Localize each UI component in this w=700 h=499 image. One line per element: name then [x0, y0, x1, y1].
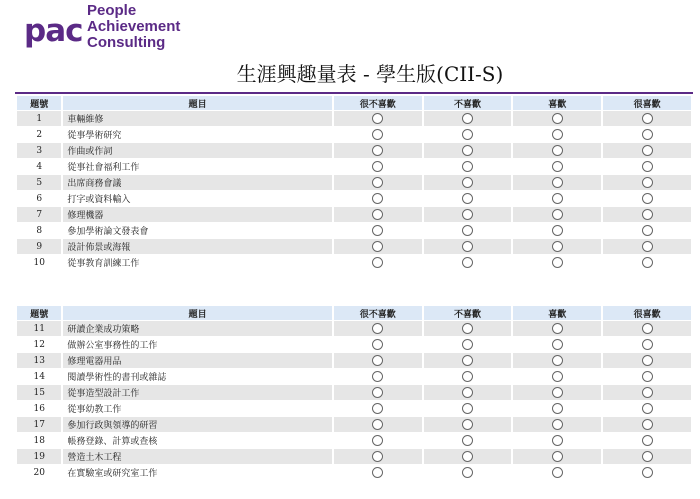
option-cell: [603, 175, 691, 190]
radio-strongly-like[interactable]: [642, 435, 653, 446]
option-cell: [334, 465, 422, 480]
questionnaire-table-2: [15, 305, 693, 481]
question-text: 從事學術研究: [67, 131, 122, 141]
option-cell: [513, 255, 601, 270]
radio-strongly-dislike[interactable]: [372, 161, 383, 172]
radio-strongly-dislike[interactable]: [372, 241, 383, 252]
radio-dislike[interactable]: [462, 467, 473, 478]
option-cell: [513, 337, 601, 352]
option-cell: [424, 337, 512, 352]
radio-like[interactable]: [552, 355, 563, 366]
radio-strongly-like[interactable]: [642, 451, 653, 462]
radio-dislike[interactable]: [462, 387, 473, 398]
question-number: 18: [33, 435, 45, 446]
option-cell: [424, 111, 512, 126]
pac-logo-mark: pac: [24, 13, 83, 49]
question-number: 4: [36, 161, 43, 172]
question-number: 8: [36, 225, 43, 236]
radio-like[interactable]: [552, 177, 563, 188]
radio-like[interactable]: [552, 209, 563, 220]
radio-strongly-dislike[interactable]: [372, 403, 383, 414]
option-cell: [603, 111, 691, 126]
option-cell: [424, 127, 512, 142]
table-row: [17, 191, 691, 206]
table-row: [17, 337, 691, 352]
header-option-like: 喜歡: [513, 96, 601, 110]
option-cell: [513, 321, 601, 336]
radio-strongly-dislike[interactable]: [372, 435, 383, 446]
option-cell: [603, 385, 691, 400]
radio-dislike[interactable]: [462, 257, 473, 268]
option-cell: [513, 207, 601, 222]
option-cell: [424, 321, 512, 336]
logo-line-2: Achievement: [87, 18, 181, 35]
radio-strongly-like[interactable]: [642, 323, 653, 334]
header-option-dislike: 不喜歡: [424, 96, 512, 110]
option-cell: [424, 433, 512, 448]
question-number: 6: [36, 193, 43, 204]
question-number: 12: [33, 339, 45, 350]
header-option-strongly-like: 很喜歡: [603, 306, 691, 320]
header-option-dislike: 不喜歡: [424, 306, 512, 320]
option-cell: [334, 449, 422, 464]
radio-like[interactable]: [552, 435, 563, 446]
option-cell: [334, 239, 422, 254]
radio-strongly-like[interactable]: [642, 145, 653, 156]
option-cell: [603, 255, 691, 270]
radio-like[interactable]: [552, 467, 563, 478]
radio-dislike[interactable]: [462, 177, 473, 188]
option-cell: [603, 449, 691, 464]
option-cell: [424, 465, 512, 480]
question-number: 11: [17, 321, 61, 336]
option-cell: [513, 417, 601, 432]
header-item: 題目: [63, 306, 331, 320]
radio-strongly-dislike[interactable]: [372, 209, 383, 220]
option-cell: [513, 239, 601, 254]
option-cell: [603, 159, 691, 174]
table-row: [17, 175, 691, 190]
question-text: 做辦公室事務性的工作: [67, 341, 158, 351]
radio-strongly-dislike[interactable]: [372, 387, 383, 398]
question-text: 作曲或作詞: [63, 143, 331, 158]
table-row: [17, 465, 691, 480]
option-cell: [334, 143, 422, 158]
radio-strongly-dislike[interactable]: [372, 113, 383, 124]
radio-dislike[interactable]: [462, 209, 473, 220]
radio-like[interactable]: [552, 129, 563, 140]
radio-strongly-like[interactable]: [642, 161, 653, 172]
option-cell: [603, 127, 691, 142]
option-cell: [603, 337, 691, 352]
question-text: 出席商務會議: [63, 175, 331, 190]
question-number: 13: [17, 353, 61, 368]
question-text: 從事幼教工作: [67, 405, 122, 415]
radio-strongly-like[interactable]: [642, 129, 653, 140]
radio-like[interactable]: [552, 257, 563, 268]
radio-like[interactable]: [552, 419, 563, 430]
option-cell: [513, 159, 601, 174]
radio-strongly-like[interactable]: [642, 113, 653, 124]
radio-dislike[interactable]: [462, 241, 473, 252]
question-text: 打字或資料輸入: [67, 195, 131, 205]
table-row: [17, 369, 691, 384]
option-cell: [424, 143, 512, 158]
question-number: 3: [17, 143, 61, 158]
option-cell: [513, 127, 601, 142]
option-cell: [334, 191, 422, 206]
option-cell: [334, 385, 422, 400]
question-number: 20: [33, 467, 45, 478]
option-cell: [334, 175, 422, 190]
radio-strongly-dislike[interactable]: [372, 257, 383, 268]
table-header: [17, 96, 691, 110]
question-text: 設計佈景或海報: [63, 239, 331, 254]
option-cell: [603, 207, 691, 222]
option-cell: [424, 223, 512, 238]
option-cell: [424, 417, 512, 432]
question-text: 車輛維修: [63, 111, 331, 126]
option-cell: [424, 353, 512, 368]
question-text: 研讀企業成功策略: [63, 321, 331, 336]
question-text: 在實驗室或研究室工作: [67, 469, 158, 479]
option-cell: [334, 111, 422, 126]
option-cell: [424, 207, 512, 222]
question-number: 15: [17, 385, 61, 400]
header-option-strongly-dislike: 很不喜歡: [334, 96, 422, 110]
option-cell: [603, 321, 691, 336]
radio-strongly-dislike[interactable]: [372, 339, 383, 350]
radio-like[interactable]: [552, 323, 563, 334]
question-number: 16: [33, 403, 45, 414]
table-row: [17, 321, 691, 336]
table-header: [17, 306, 691, 320]
table-row: [17, 111, 691, 126]
radio-strongly-like[interactable]: [642, 419, 653, 430]
option-cell: [334, 433, 422, 448]
option-cell: [513, 465, 601, 480]
header-num: 題號: [17, 306, 61, 320]
option-cell: [334, 337, 422, 352]
table-row: [17, 207, 691, 222]
radio-dislike[interactable]: [462, 323, 473, 334]
radio-strongly-dislike[interactable]: [372, 451, 383, 462]
radio-dislike[interactable]: [462, 225, 473, 236]
table-row: [17, 433, 691, 448]
option-cell: [334, 353, 422, 368]
option-cell: [424, 175, 512, 190]
table-row: [17, 417, 691, 432]
radio-like[interactable]: [552, 387, 563, 398]
radio-dislike[interactable]: [462, 113, 473, 124]
radio-dislike[interactable]: [462, 193, 473, 204]
option-cell: [424, 159, 512, 174]
question-text: 營造土木工程: [63, 449, 331, 464]
table-row: [17, 223, 691, 238]
question-text: 修理機器: [63, 207, 331, 222]
option-cell: [334, 127, 422, 142]
option-cell: [603, 417, 691, 432]
radio-strongly-like[interactable]: [642, 241, 653, 252]
option-cell: [603, 401, 691, 416]
option-cell: [424, 239, 512, 254]
radio-dislike[interactable]: [462, 339, 473, 350]
option-cell: [603, 223, 691, 238]
option-cell: [424, 385, 512, 400]
radio-strongly-dislike[interactable]: [372, 371, 383, 382]
question-number: 7: [17, 207, 61, 222]
radio-like[interactable]: [552, 225, 563, 236]
radio-strongly-dislike[interactable]: [372, 323, 383, 334]
radio-strongly-like[interactable]: [642, 193, 653, 204]
logo-line-1: People: [87, 2, 137, 19]
option-cell: [424, 191, 512, 206]
question-text: 帳務登錄、計算或查核: [67, 437, 158, 447]
radio-strongly-like[interactable]: [642, 339, 653, 350]
option-cell: [603, 143, 691, 158]
radio-strongly-like[interactable]: [642, 209, 653, 220]
question-text: 修理電器用品: [63, 353, 331, 368]
radio-dislike[interactable]: [462, 403, 473, 414]
table-row: [17, 449, 691, 464]
radio-strongly-dislike[interactable]: [372, 355, 383, 366]
option-cell: [513, 369, 601, 384]
radio-like[interactable]: [552, 193, 563, 204]
option-cell: [513, 223, 601, 238]
option-cell: [603, 433, 691, 448]
table-row: [17, 255, 691, 270]
option-cell: [334, 255, 422, 270]
option-cell: [513, 385, 601, 400]
logo-line-3: Consulting: [87, 34, 166, 51]
option-cell: [603, 191, 691, 206]
radio-strongly-dislike[interactable]: [372, 193, 383, 204]
question-number: 9: [17, 239, 61, 254]
pac-logo-text: [87, 3, 180, 51]
radio-like[interactable]: [552, 241, 563, 252]
question-number: 17: [17, 417, 61, 432]
radio-strongly-like[interactable]: [642, 257, 653, 268]
table-row: [17, 385, 691, 400]
radio-like[interactable]: [552, 161, 563, 172]
radio-dislike[interactable]: [462, 371, 473, 382]
question-text: 閱讀學術性的書刊或雜誌: [67, 373, 167, 383]
header-option-strongly-like: 很喜歡: [603, 96, 691, 110]
radio-strongly-dislike[interactable]: [372, 129, 383, 140]
option-cell: [334, 417, 422, 432]
header-option-like: 喜歡: [513, 306, 601, 320]
option-cell: [513, 111, 601, 126]
option-cell: [334, 207, 422, 222]
radio-dislike[interactable]: [462, 161, 473, 172]
option-cell: [424, 369, 512, 384]
radio-strongly-like[interactable]: [642, 403, 653, 414]
option-cell: [513, 143, 601, 158]
table-row: [17, 353, 691, 368]
radio-strongly-like[interactable]: [642, 467, 653, 478]
question-number: 2: [36, 129, 43, 140]
option-cell: [334, 223, 422, 238]
option-cell: [603, 465, 691, 480]
radio-strongly-like[interactable]: [642, 355, 653, 366]
table-row: [17, 239, 691, 254]
radio-like[interactable]: [552, 145, 563, 156]
option-cell: [513, 433, 601, 448]
option-cell: [334, 321, 422, 336]
option-cell: [513, 353, 601, 368]
question-number: 19: [17, 449, 61, 464]
radio-strongly-like[interactable]: [642, 371, 653, 382]
questionnaire-table-1: [15, 95, 693, 271]
option-cell: [513, 449, 601, 464]
table-row: [17, 401, 691, 416]
question-text: 從事教育訓練工作: [67, 259, 140, 269]
option-cell: [334, 401, 422, 416]
title-divider: [15, 92, 693, 94]
question-number: 10: [33, 257, 45, 268]
option-cell: [603, 369, 691, 384]
option-cell: [424, 401, 512, 416]
radio-dislike[interactable]: [462, 451, 473, 462]
radio-dislike[interactable]: [462, 355, 473, 366]
option-cell: [334, 159, 422, 174]
option-cell: [334, 369, 422, 384]
option-cell: [513, 191, 601, 206]
option-cell: [603, 239, 691, 254]
question-number: 1: [17, 111, 61, 126]
radio-like[interactable]: [552, 403, 563, 414]
question-text: 從事社會福利工作: [67, 163, 140, 173]
table-row: [17, 159, 691, 174]
table-row: [17, 143, 691, 158]
radio-strongly-like[interactable]: [642, 387, 653, 398]
radio-strongly-dislike[interactable]: [372, 145, 383, 156]
radio-strongly-like[interactable]: [642, 225, 653, 236]
option-cell: [424, 449, 512, 464]
question-number: 5: [17, 175, 61, 190]
question-text: 參加學術論文發表會: [67, 227, 149, 237]
header-item: 題目: [63, 96, 331, 110]
option-cell: [513, 175, 601, 190]
radio-like[interactable]: [552, 371, 563, 382]
table-row: [17, 127, 691, 142]
radio-like[interactable]: [552, 113, 563, 124]
option-cell: [424, 255, 512, 270]
radio-strongly-dislike[interactable]: [372, 419, 383, 430]
header-num: 題號: [17, 96, 61, 110]
radio-strongly-dislike[interactable]: [372, 225, 383, 236]
radio-dislike[interactable]: [462, 129, 473, 140]
header-option-strongly-dislike: 很不喜歡: [334, 306, 422, 320]
radio-dislike[interactable]: [462, 419, 473, 430]
question-number: 14: [33, 371, 45, 382]
question-text: 從事造型設計工作: [63, 385, 331, 400]
option-cell: [603, 353, 691, 368]
radio-like[interactable]: [552, 451, 563, 462]
page-title: 生涯興趣量表 - 學生版(CII-S): [236, 62, 504, 86]
radio-strongly-dislike[interactable]: [372, 467, 383, 478]
question-text: 參加行政與領導的研習: [63, 417, 331, 432]
radio-strongly-dislike[interactable]: [372, 177, 383, 188]
radio-like[interactable]: [552, 339, 563, 350]
option-cell: [513, 401, 601, 416]
radio-dislike[interactable]: [462, 145, 473, 156]
radio-strongly-like[interactable]: [642, 177, 653, 188]
radio-dislike[interactable]: [462, 435, 473, 446]
